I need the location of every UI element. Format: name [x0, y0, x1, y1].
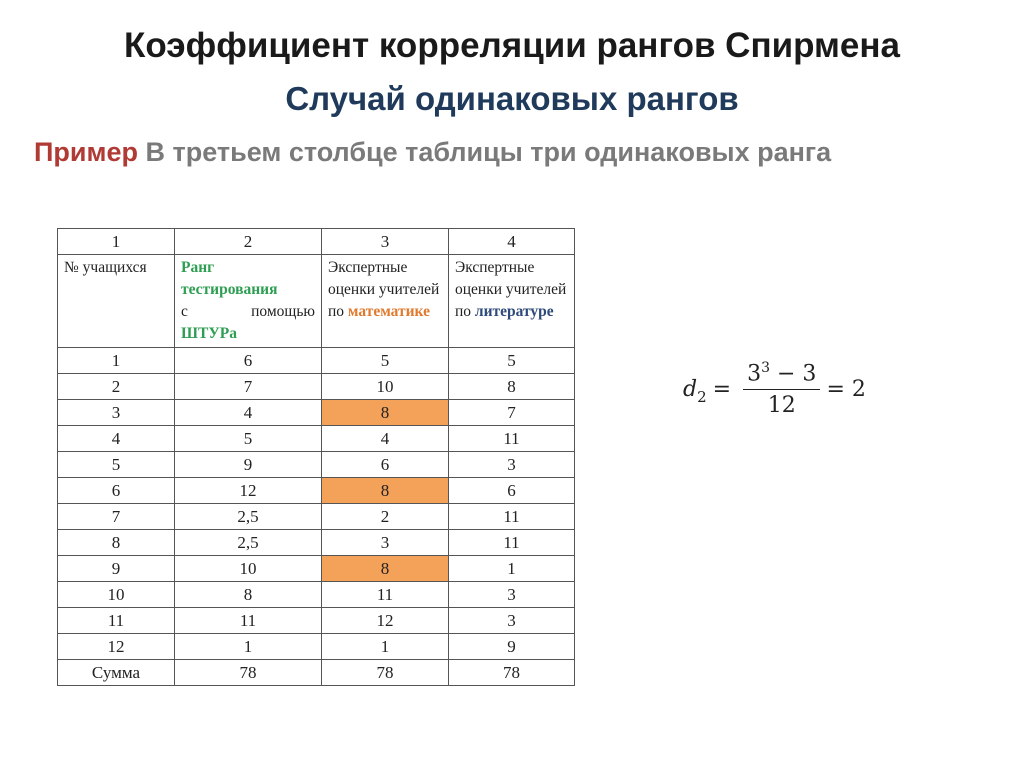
table-cell: 8	[322, 400, 449, 426]
col-number: 1	[58, 229, 175, 255]
header-lit-text: Экспертные оценки учителей по	[455, 259, 567, 320]
table-cell: 9	[58, 556, 175, 582]
table-cell: 3	[322, 530, 449, 556]
total-value: 78	[449, 660, 575, 686]
header-lit-experts	[449, 255, 575, 348]
example-text: В третьем столбце таблицы три одинаковых ранга	[145, 137, 832, 167]
example-line	[34, 137, 831, 168]
table-cell: 10	[58, 582, 175, 608]
header-test-rank-word: с	[181, 303, 188, 320]
formula-num-exp: 3	[761, 360, 770, 376]
table-cell: 1	[58, 348, 175, 374]
table-row	[58, 556, 575, 582]
table-cell: 11	[449, 504, 575, 530]
table-cell: 12	[58, 634, 175, 660]
table-cell: 1	[449, 556, 575, 582]
table-cell: 7	[175, 374, 322, 400]
table-cell: 8	[175, 582, 322, 608]
formula-num-rest: − 3	[777, 361, 817, 387]
table-cell: 7	[449, 400, 575, 426]
formula-num-base: 3	[747, 361, 762, 387]
table-cell: 11	[449, 530, 575, 556]
table-cell: 11	[322, 582, 449, 608]
header-row	[58, 255, 575, 348]
formula-numerator	[743, 360, 820, 390]
table-cell: 1	[175, 634, 322, 660]
table-cell: 11	[58, 608, 175, 634]
ranks-table	[57, 228, 575, 686]
table-cell: 9	[449, 634, 575, 660]
table-cell: 5	[175, 426, 322, 452]
table-row	[58, 582, 575, 608]
table-cell: 12	[175, 478, 322, 504]
col-number: 4	[449, 229, 575, 255]
slide-title: Коэффициент корреляции рангов Спирмена	[124, 26, 900, 65]
formula-sub: 2	[697, 387, 707, 406]
example-label: Пример	[34, 137, 138, 167]
table-row	[58, 400, 575, 426]
table-cell: 5	[449, 348, 575, 374]
table-cell: 10	[175, 556, 322, 582]
slide-subtitle: Случай одинаковых рангов	[285, 80, 739, 117]
table-cell: 8	[449, 374, 575, 400]
table-cell: 6	[175, 348, 322, 374]
table-cell: 10	[322, 374, 449, 400]
table-cell: 2,5	[175, 504, 322, 530]
table-cell: 6	[58, 478, 175, 504]
header-students: № учащихся	[58, 255, 175, 348]
table-cell: 4	[175, 400, 322, 426]
table-cell: 2,5	[175, 530, 322, 556]
header-test-rank-line3	[181, 301, 315, 323]
table-cell: 11	[449, 426, 575, 452]
total-value: 78	[175, 660, 322, 686]
header-test-rank-word: помощью	[251, 303, 315, 320]
table-cell: 8	[58, 530, 175, 556]
total-row	[58, 660, 575, 686]
table-cell: 6	[322, 452, 449, 478]
table-cell: 3	[449, 582, 575, 608]
table-cell: 12	[322, 608, 449, 634]
table-row	[58, 634, 575, 660]
formula-denominator: 12	[767, 393, 796, 419]
table-row	[58, 374, 575, 400]
table-cell: 2	[322, 504, 449, 530]
table-row	[58, 478, 575, 504]
table-cell: 5	[58, 452, 175, 478]
header-test-rank-line1: Ранг	[181, 259, 215, 276]
table-cell: 8	[322, 478, 449, 504]
table-cell: 9	[175, 452, 322, 478]
header-math-experts	[322, 255, 449, 348]
formula-result: = 2	[826, 376, 866, 402]
table-cell: 6	[449, 478, 575, 504]
header-test-rank-line2: тестирования	[181, 281, 278, 298]
column-number-row	[58, 229, 575, 255]
col-number: 2	[175, 229, 322, 255]
table-cell: 3	[58, 400, 175, 426]
table-cell: 11	[175, 608, 322, 634]
table-cell: 3	[449, 608, 575, 634]
table-cell: 4	[322, 426, 449, 452]
col-number: 3	[322, 229, 449, 255]
table-cell: 5	[322, 348, 449, 374]
table-row	[58, 348, 575, 374]
header-math-text: Экспертные оценки учителей по	[328, 259, 440, 320]
header-lit-subject: литературе	[474, 303, 554, 320]
formula-lhs	[683, 376, 707, 406]
formula-var: d	[683, 376, 698, 402]
table-row	[58, 426, 575, 452]
tie-correction-formula	[683, 360, 866, 418]
table-row	[58, 530, 575, 556]
table-cell: 1	[322, 634, 449, 660]
table-cell: 3	[449, 452, 575, 478]
table-cell: 2	[58, 374, 175, 400]
table-row	[58, 608, 575, 634]
header-test-rank-line4: ШТУРа	[181, 325, 237, 342]
table-cell: 4	[58, 426, 175, 452]
total-value: 78	[322, 660, 449, 686]
table-row	[58, 452, 575, 478]
table-body	[58, 348, 575, 660]
formula-fraction	[743, 360, 820, 418]
table-row	[58, 504, 575, 530]
header-test-rank	[175, 255, 322, 348]
header-math-subject: математике	[347, 303, 430, 320]
table-cell: 7	[58, 504, 175, 530]
total-label: Сумма	[58, 660, 175, 686]
formula-equals: =	[712, 376, 732, 402]
table-cell: 8	[322, 556, 449, 582]
